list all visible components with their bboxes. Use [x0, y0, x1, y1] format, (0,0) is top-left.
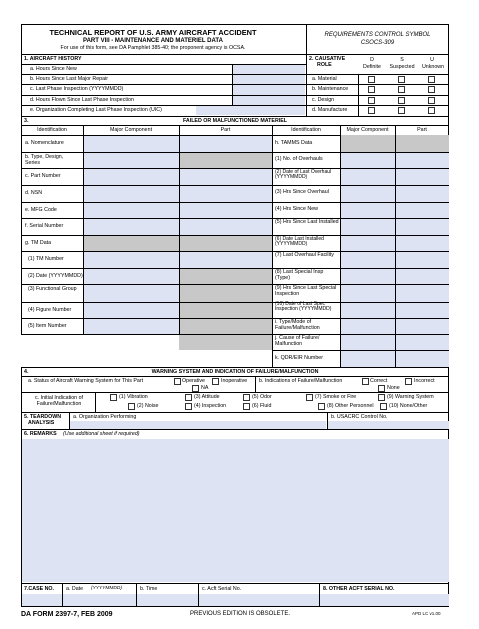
req-symbol-label: REQUIREMENTS CONTROL SYMBOL: [324, 32, 431, 38]
acft-serial-field[interactable]: [199, 594, 319, 606]
hrs-special-insp-major-field[interactable]: [341, 285, 395, 302]
s4-heading: WARNING SYSTEM AND INDICATION OF FAILURE/MALFUNCTION: [151, 369, 319, 375]
design-suspected-checkbox[interactable]: [398, 97, 405, 104]
s5a-label: a. Organization Performing: [73, 414, 137, 420]
s3-date-last-spec-insp: (10) Date of Last Spec Inspection (YYYYMMDD): [275, 301, 332, 312]
serial-number-major-field[interactable]: [84, 219, 179, 235]
version-label: APD LC v1.00: [412, 611, 441, 616]
s1-row-c: c. Last Phase Inspection (YYYYMMDD): [30, 86, 124, 92]
special-insp-major-field[interactable]: [341, 269, 395, 284]
s7a-label: a. Date: [66, 586, 84, 592]
part-number-part-field[interactable]: [180, 169, 272, 185]
s3-col-identification: Identification: [37, 127, 67, 133]
s4b-label: b. Indications of Failure/Malfunction: [259, 378, 343, 384]
s2-col-unknown: Unknown: [421, 64, 445, 70]
other-personnel-checkbox[interactable]: [318, 403, 325, 410]
s2-row-maintenance: b. Maintenance: [312, 86, 349, 92]
mfg-code-part-field[interactable]: [180, 203, 272, 218]
maintenance-suspected-checkbox[interactable]: [398, 86, 405, 93]
functional-group-field[interactable]: [84, 285, 179, 302]
s3-functional-group: (3) Functional Group: [28, 286, 77, 292]
hours-since-new-field[interactable]: [233, 65, 305, 74]
s3-type-mode-failure: i. Type/Mode of Failure/Malfunction: [275, 319, 320, 331]
date-spec-insp-major-field[interactable]: [341, 303, 395, 318]
manufacture-unknown-checkbox[interactable]: [428, 107, 435, 114]
s3-date-last-overhaul: (2) Date of Last Overhaul (YYYYMMDD): [275, 169, 332, 181]
warning-inoperative-checkbox[interactable]: [212, 378, 219, 385]
s5-heading: 5. TEARDOWN: [24, 414, 62, 420]
s3-tm-data: g. TM Data: [25, 240, 52, 246]
fluid-label: (6) Fluid: [252, 403, 272, 409]
s3-item-number: (5) Item Number: [28, 323, 67, 329]
s4c-label: c. Initial Indication of Failure/Malfunction: [35, 395, 83, 407]
last-phase-insp-field[interactable]: [233, 85, 305, 95]
tm-number-part-field[interactable]: [180, 252, 272, 268]
usacrc-control-field[interactable]: [328, 421, 449, 429]
failure-cause-major-field[interactable]: [341, 335, 395, 350]
material-definite-checkbox[interactable]: [368, 76, 375, 83]
s6-note: (Use additional sheet if required): [63, 431, 140, 437]
warning-operative-checkbox[interactable]: [174, 378, 181, 385]
indication-correct-label: Correct: [370, 378, 388, 384]
serial-number-part-field[interactable]: [180, 219, 272, 235]
overhaul-facility-major-field[interactable]: [341, 252, 395, 268]
hours-flown-field[interactable]: [233, 96, 305, 105]
s3-figure-number: (4) Figure Number: [28, 307, 72, 313]
s2-col-s-letter: S: [400, 57, 404, 63]
indication-none-checkbox[interactable]: [378, 385, 385, 392]
date-spec-insp-part-field[interactable]: [396, 303, 449, 318]
s5-heading2: ANALYSIS: [28, 420, 55, 426]
s7-heading: 7.CASE NO.: [24, 586, 55, 592]
s3-last-overhaul-facility: (7) Last Overhaul Facility: [275, 252, 334, 258]
date-last-overhaul-major-field[interactable]: [341, 169, 395, 185]
s3-col-identification-right: Identification: [291, 127, 321, 133]
nomenclature-major-field[interactable]: [84, 136, 179, 152]
s2-row-manufacture: d. Manufacture: [312, 107, 348, 113]
date-installed-major-field[interactable]: [341, 236, 395, 251]
s3-col-major-component-right: Major Component: [346, 127, 389, 133]
s2-col-suspected: Suspected: [389, 64, 415, 70]
nsn-major-field[interactable]: [84, 186, 179, 202]
maintenance-unknown-checkbox[interactable]: [428, 86, 435, 93]
figure-number-field[interactable]: [84, 303, 179, 318]
hrs-since-installed-part-field[interactable]: [396, 219, 449, 235]
s3-num: 3.: [24, 118, 29, 124]
hrs-special-insp-part-field[interactable]: [396, 285, 449, 302]
indication-incorrect-checkbox[interactable]: [405, 378, 412, 385]
item-number-field[interactable]: [84, 319, 179, 334]
s3-mfg-code: e. MFG Code: [25, 207, 57, 213]
material-unknown-checkbox[interactable]: [428, 76, 435, 83]
failure-mode-part-field[interactable]: [396, 319, 449, 334]
req-symbol: CSOCS-309: [360, 40, 395, 46]
s2-heading: 2. CAUSATIVE: [309, 56, 346, 62]
indication-incorrect-label: Incorrect: [414, 378, 435, 384]
warning-na-label: NA: [201, 385, 209, 391]
hrs-since-new-part-field[interactable]: [396, 203, 449, 218]
s7a-format: (YYYYMMDD): [91, 586, 122, 591]
warning-inoperative-label: Inoperative: [221, 378, 248, 384]
s8-heading: 8. OTHER ACFT SERIAL NO.: [323, 586, 395, 592]
s1-row-a: a. Hours Since New: [30, 66, 77, 72]
teardown-org-field[interactable]: [70, 421, 326, 429]
material-suspected-checkbox[interactable]: [398, 76, 405, 83]
part-number-major-field[interactable]: [84, 169, 179, 185]
special-insp-part-field[interactable]: [396, 269, 449, 284]
form-number: DA FORM 2397-7, FEB 2009: [21, 611, 113, 618]
s3-tm-number: (1) TM Number: [28, 256, 64, 262]
s4a-label: a. Status of Aircraft Warning System for This Part: [28, 378, 144, 384]
s3-hrs-since-overhaul: (3) Hrs Since Overhaul: [275, 189, 329, 195]
nomenclature-part-field[interactable]: [180, 136, 272, 152]
manufacture-suspected-checkbox[interactable]: [398, 107, 405, 114]
s6-heading: 6. REMARKS: [24, 431, 57, 437]
inspection-checkbox[interactable]: [185, 403, 192, 410]
s3-hrs-since-last-installed: (5) Hrs Since Last Installed: [275, 219, 339, 225]
fluid-checkbox[interactable]: [243, 403, 250, 410]
tm-number-field[interactable]: [84, 252, 179, 268]
qdr-eir-major-field[interactable]: [341, 351, 395, 367]
vibration-checkbox[interactable]: [110, 394, 117, 401]
design-unknown-checkbox[interactable]: [428, 97, 435, 104]
s3-tm-date: (2) Date (YYYYMMDD): [28, 273, 83, 279]
smoke-fire-checkbox[interactable]: [306, 394, 313, 401]
s7c-label: c. Acft Serial No.: [202, 586, 242, 592]
s7b-label: b. Time: [140, 586, 158, 592]
s3-part-number: c. Part Number: [25, 173, 61, 179]
s4-num: 4.: [24, 369, 29, 375]
remarks-textarea[interactable]: [22, 439, 449, 582]
s1-row-d: d. Hours Flown Since Last Phase Inspection: [30, 97, 134, 103]
none-other-label: (10) None/Other: [389, 403, 428, 409]
no-overhauls-major-field[interactable]: [341, 153, 395, 168]
s5b-label: b. USACRC Control No.: [331, 414, 388, 420]
smoke-fire-label: (7) Smoke or Fire: [315, 394, 357, 400]
date-installed-part-field[interactable]: [396, 236, 449, 251]
s1-heading: 1. AIRCRAFT HISTORY: [24, 56, 82, 62]
s1-row-e: e. Organization Completing Last Phase Inspection (UIC): [30, 107, 162, 113]
s3-nsn: d. NSN: [25, 190, 43, 196]
odor-label: (5) Odor: [252, 394, 272, 400]
warning-system-label: (9) Warning System: [387, 394, 434, 400]
indication-correct-checkbox[interactable]: [362, 378, 369, 385]
s1-row-b: b. Hours Since Last Major Repair: [30, 76, 109, 82]
other-acft-serial-field[interactable]: [320, 594, 449, 606]
s2-col-d-letter: D: [370, 57, 374, 63]
s3-hrs-since-special-insp: (9) Hrs Since Last Special Inspection: [275, 285, 337, 297]
s3-type-design-series: b. Type, Design, Series: [25, 154, 64, 166]
s3-col-part: Part: [220, 127, 231, 133]
s3-cause-of-failure: j. Cause of Failure/ Malfunction: [275, 335, 320, 347]
tm-date-field[interactable]: [84, 269, 179, 284]
hrs-since-overhaul-part-field[interactable]: [396, 186, 449, 202]
mfg-code-major-field[interactable]: [84, 203, 179, 218]
failure-cause-part-field[interactable]: [396, 335, 449, 350]
form-part: PART VIII - MAINTENANCE AND MATERIEL DATA: [83, 38, 223, 44]
s3-qdr-eir-number: k. QDR/EIR Number: [275, 355, 323, 361]
s3-hrs-since-new: (4) Hrs Since New: [275, 206, 318, 212]
org-completing-field[interactable]: [196, 106, 305, 115]
vibration-label: (1) Vibration: [119, 394, 148, 400]
s3-nomenclature: a. Nomenclature: [25, 140, 64, 146]
s3-last-special-insp: (8) Last Special Insp (Type): [275, 269, 324, 281]
qdr-eir-part-field[interactable]: [396, 351, 449, 367]
s2-col-definite: Definite: [363, 64, 381, 70]
other-personnel-label: (8) Other Personnel: [327, 403, 374, 409]
hrs-since-overhaul-major-field[interactable]: [341, 186, 395, 202]
s3-col-part-right: Part: [417, 127, 427, 133]
hrs-since-new-major-field[interactable]: [341, 203, 395, 218]
hrs-since-installed-major-field[interactable]: [341, 219, 395, 235]
obsolete-note: PREVIOUS EDITION IS OBSOLETE.: [190, 611, 291, 617]
odor-checkbox[interactable]: [243, 394, 250, 401]
form-usage: For use of this form, see DA Pamphlet 385-40; the proponent agency is OCSA.: [60, 45, 246, 51]
noise-label: (2) Noise: [137, 403, 159, 409]
design-definite-checkbox[interactable]: [368, 97, 375, 104]
maintenance-definite-checkbox[interactable]: [368, 86, 375, 93]
hours-since-repair-field[interactable]: [233, 75, 305, 84]
s2-col-u-letter: U: [430, 57, 434, 63]
s3-col-major-component: Major Component: [109, 127, 153, 133]
s3-no-of-overhauls: (1) No. of Overhauls: [275, 156, 323, 162]
inspection-label: (4) Inspection: [194, 403, 227, 409]
s2-row-design: c. Design: [312, 97, 335, 103]
attitude-checkbox[interactable]: [185, 394, 192, 401]
no-overhauls-part-field[interactable]: [396, 153, 449, 168]
case-no-field[interactable]: [22, 594, 62, 606]
s2-heading2: ROLE: [317, 62, 332, 68]
attitude-label: (3) Attitude: [194, 394, 220, 400]
s3-heading: FAILED OR MALFUNCTIONED MATERIEL: [182, 118, 288, 124]
time-field[interactable]: [137, 594, 198, 606]
date-field[interactable]: [63, 594, 136, 606]
indication-none-label: None: [387, 385, 400, 391]
warning-operative-label: Operative: [182, 378, 205, 384]
warning-na-checkbox[interactable]: [192, 385, 199, 392]
s3-tamms-data: h. TAMMS Data: [275, 140, 313, 146]
date-last-overhaul-part-field[interactable]: [396, 169, 449, 185]
nsn-part-field[interactable]: [180, 186, 272, 202]
overhaul-facility-part-field[interactable]: [396, 252, 449, 268]
type-design-series-field[interactable]: [84, 153, 179, 168]
failure-mode-major-field[interactable]: [341, 319, 395, 334]
form-title: TECHNICAL REPORT OF U.S. ARMY AIRCRAFT ACCIDENT: [49, 28, 257, 37]
noise-checkbox[interactable]: [128, 403, 135, 410]
s3-date-last-installed: (6) Date Last Installed (YYYYMMDD): [275, 236, 324, 248]
s2-row-material: a. Material: [312, 76, 337, 82]
s3-serial-number: f. Serial Number: [25, 223, 64, 229]
warning-system-checkbox[interactable]: [378, 394, 385, 401]
manufacture-definite-checkbox[interactable]: [368, 107, 375, 114]
none-other-checkbox[interactable]: [380, 403, 387, 410]
